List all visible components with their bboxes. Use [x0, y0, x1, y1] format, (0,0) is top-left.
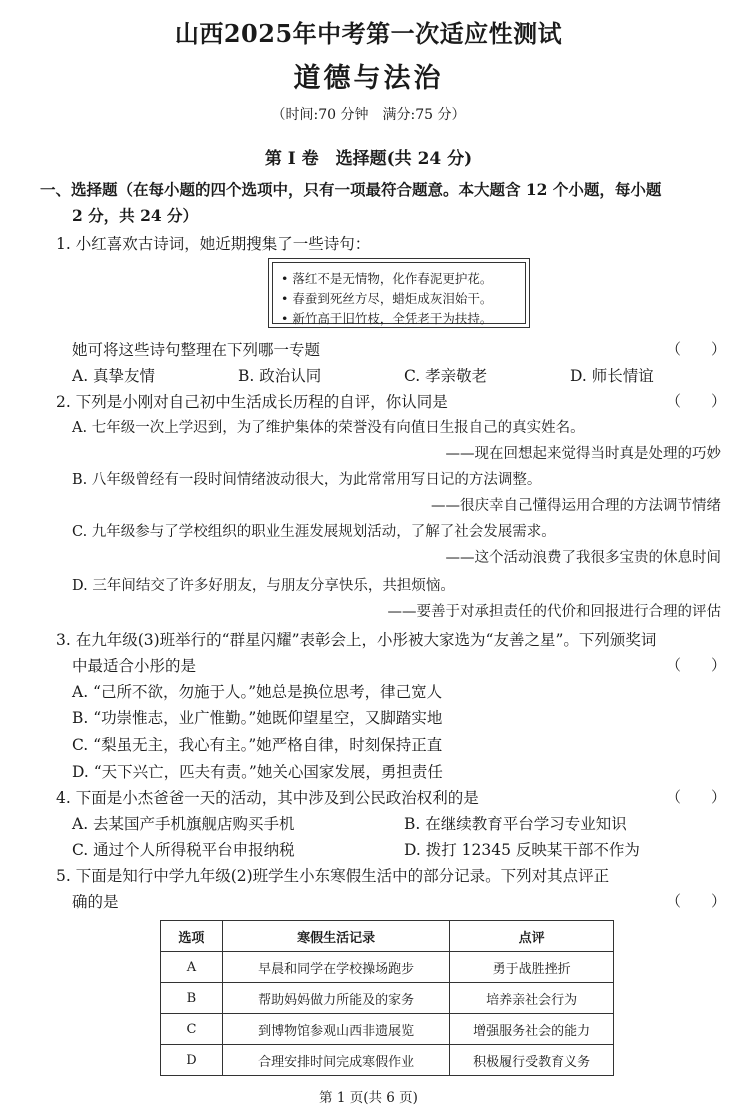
q3-stem-line1: 3. 在九年级(3)班举行的“群星闪耀”表彰会上，小彤被大家选为“友善之星”。下列颁奖词 — [56, 631, 657, 649]
q1-option-a[interactable]: A. 真挚友情 — [72, 367, 156, 385]
q2-stem: 2. 下列是小刚对自己初中生活成长历程的自评，你认同是 — [56, 393, 448, 411]
page-footer: 第 1 页(共 6 页) — [319, 1090, 418, 1106]
part-title: 第 I 卷 选择题(共 24 分) — [264, 149, 473, 169]
q5-stem-line1: 5. 下面是知行中学九年级(2)班学生小东寒假生活中的部分记录。下列对其点评正 — [56, 867, 610, 885]
q5-row-b-option: B — [161, 983, 223, 1014]
q5-stem-line2: 确的是 — [72, 893, 119, 911]
q5-row-a-comment: 勇于战胜挫折 — [450, 952, 614, 983]
q2-option-d[interactable]: D. 三年间结交了许多好朋友，与朋友分享快乐，共担烦恼。 — [72, 578, 455, 594]
section-instruction-line2: 2 分，共 24 分） — [72, 206, 199, 225]
q4-option-a[interactable]: A. 去某国产手机旗舰店购买手机 — [72, 815, 295, 833]
q3-option-a[interactable]: A. “己所不欲，勿施于人。”她总是换位思考，律己宽人 — [72, 683, 443, 701]
q1-option-b[interactable]: B. 政治认同 — [238, 367, 322, 385]
subject-title: 道德与法治 — [293, 63, 444, 94]
q5-header-record: 寒假生活记录 — [222, 921, 449, 952]
poem-line-1: • 落红不是无情物，化作春泥更护花。 — [281, 271, 493, 286]
q3-option-d[interactable]: D. “天下兴亡，匹夫有责。”她关心国家发展，勇担责任 — [72, 763, 443, 781]
exam-title: 山西2025年中考第一次适应性测试 — [174, 19, 563, 48]
q5-row-d-record: 合理安排时间完成寒假作业 — [222, 1045, 449, 1076]
q5-header-comment: 点评 — [450, 921, 614, 952]
q4-answer-blank[interactable]: （ ） — [666, 788, 727, 806]
q1-option-d[interactable]: D. 师长情谊 — [570, 367, 654, 385]
q3-stem-line2: 中最适合小彤的是 — [72, 657, 197, 675]
q3-option-b[interactable]: B. “功崇惟志，业广惟勤。”她既仰望星空，又脚踏实地 — [72, 709, 443, 727]
q1-answer-blank[interactable]: （ ） — [666, 340, 727, 358]
table-row[interactable] — [161, 983, 614, 1014]
q1-option-c[interactable]: C. 孝亲敬老 — [404, 367, 488, 385]
q3-option-c[interactable]: C. “梨虽无主，我心有主。”她严格自律，时刻保持正直 — [72, 736, 443, 754]
q5-row-b-comment: 培养亲社会行为 — [450, 983, 614, 1014]
table-row[interactable] — [161, 1045, 614, 1076]
table-row[interactable] — [161, 952, 614, 983]
poem-box — [268, 258, 530, 328]
q5-table — [160, 920, 614, 1076]
q5-answer-blank[interactable]: （ ） — [666, 892, 727, 910]
q5-row-a-option: A — [161, 952, 223, 983]
table-row[interactable] — [161, 1014, 614, 1045]
q4-option-b[interactable]: B. 在继续教育平台学习专业知识 — [404, 815, 627, 833]
q2-option-a[interactable]: A. 七年级一次上学迟到，为了维护集体的荣誉没有向值日生报自己的真实姓名。 — [72, 420, 585, 436]
q2-option-b-comment: ——很庆幸自己懂得运用合理的方法调节情绪 — [431, 498, 721, 514]
q1-stem: 1. 小红喜欢古诗词，她近期搜集了一些诗句： — [56, 235, 371, 253]
q2-option-d-comment: ——要善于对承担责任的代价和回报进行合理的评估 — [387, 604, 721, 620]
section-instruction-line1: 一、选择题（在每小题的四个选项中，只有一项最符合题意。本大题含 12 个小题，每小题 — [40, 180, 662, 199]
q5-row-c-option: C — [161, 1014, 223, 1045]
q4-option-d[interactable]: D. 拨打 12345 反映某干部不作为 — [404, 841, 640, 859]
q5-row-d-comment: 积极履行受教育义务 — [450, 1045, 614, 1076]
q5-row-c-record: 到博物馆参观山西非遗展览 — [222, 1014, 449, 1045]
poem-line-3: • 新竹高于旧竹枝，全凭老干为扶持。 — [281, 311, 493, 326]
poem-line-2: • 春蚕到死丝方尽，蜡炬成灰泪始干。 — [281, 291, 493, 306]
q5-row-d-option: D — [161, 1045, 223, 1076]
q4-stem: 4. 下面是小杰爸爸一天的活动，其中涉及到公民政治权利的是 — [56, 789, 479, 807]
q2-option-c-comment: ——这个活动浪费了我很多宝贵的休息时间 — [445, 550, 721, 566]
q5-row-a-record: 早晨和同学在学校操场跑步 — [222, 952, 449, 983]
q2-option-b[interactable]: B. 八年级曾经有一段时间情绪波动很大，为此常常用写日记的方法调整。 — [72, 472, 542, 488]
q5-row-c-comment: 增强服务社会的能力 — [450, 1014, 614, 1045]
q5-header-option: 选项 — [161, 921, 223, 952]
q5-table-header-row — [161, 921, 614, 952]
q2-answer-blank[interactable]: （ ） — [666, 392, 727, 410]
q1-question: 她可将这些诗句整理在下列哪一专题 — [72, 341, 321, 359]
q2-option-c[interactable]: C. 九年级参与了学校组织的职业生涯发展规划活动，了解了社会发展需求。 — [72, 524, 556, 540]
q5-row-b-record: 帮助妈妈做力所能及的家务 — [222, 983, 449, 1014]
q3-answer-blank[interactable]: （ ） — [666, 656, 727, 674]
time-info: （时间:70 分钟 满分:75 分） — [271, 107, 466, 123]
q4-option-c[interactable]: C. 通过个人所得税平台申报纳税 — [72, 841, 295, 859]
q2-option-a-comment: ——现在回想起来觉得当时真是处理的巧妙 — [445, 446, 721, 462]
